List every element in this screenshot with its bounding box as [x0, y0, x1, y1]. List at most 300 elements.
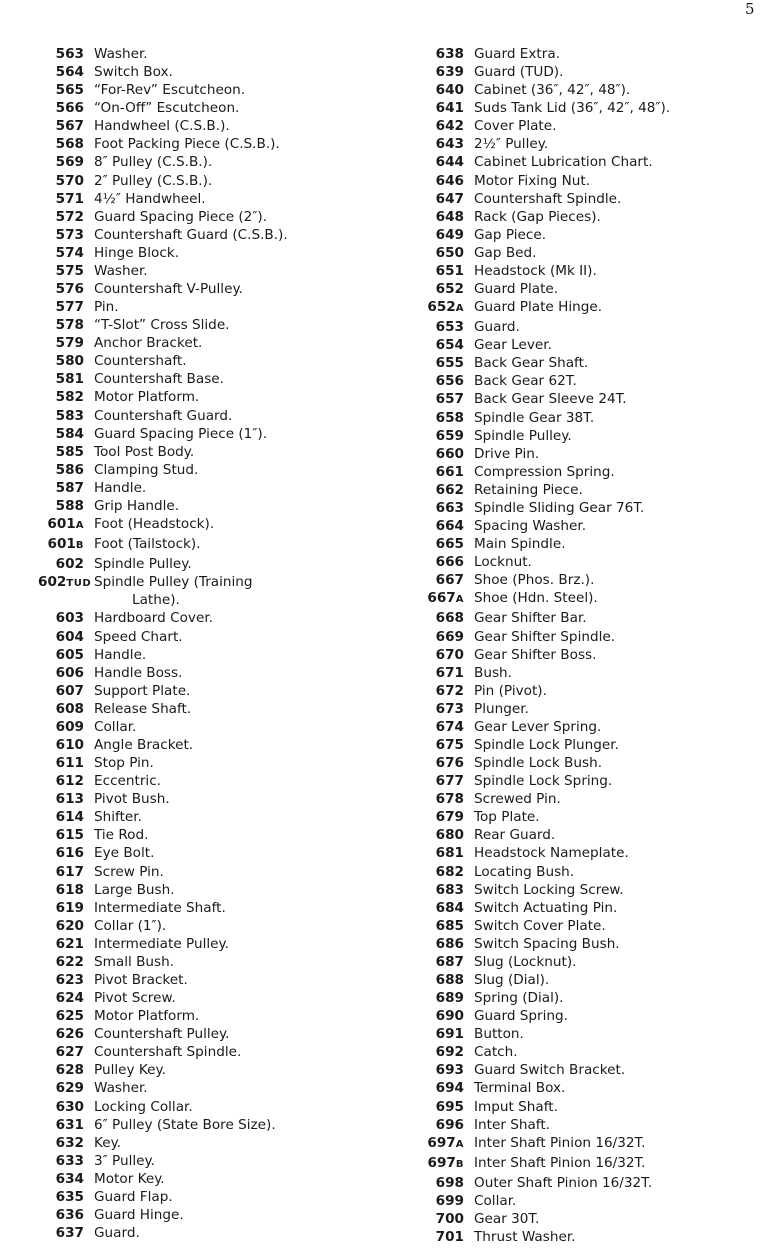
- part-description: [474, 646, 596, 664]
- part-number: [418, 844, 474, 862]
- part-number: [38, 1043, 94, 1061]
- part-description-text: Washer.: [94, 46, 148, 62]
- part-description-text: Switch Spacing Bush.: [474, 935, 620, 952]
- part-entry: [38, 99, 378, 117]
- part-number-value: 679: [435, 809, 464, 826]
- part-entry: [38, 1025, 378, 1043]
- part-entry: [418, 1043, 763, 1061]
- part-number-value: 565: [55, 82, 84, 99]
- part-description: [474, 971, 549, 989]
- part-number-value: 604: [55, 628, 84, 645]
- part-number: [418, 700, 474, 718]
- part-description-text: Key.: [94, 1134, 122, 1151]
- part-entry: [38, 899, 378, 917]
- part-number-suffix: A: [455, 594, 464, 606]
- part-number-value: 684: [435, 899, 464, 916]
- part-description-text: Clamping Stud.: [94, 461, 199, 478]
- part-number: [38, 298, 94, 316]
- part-description: [474, 427, 572, 445]
- part-description: [474, 1134, 646, 1152]
- part-number-value: 573: [55, 226, 84, 243]
- part-number: [418, 1192, 474, 1210]
- part-description-text: 3″ Pulley.: [94, 1152, 155, 1169]
- part-number-value: 699: [435, 1192, 464, 1209]
- part-entry: [38, 700, 378, 718]
- part-description: [474, 298, 602, 316]
- part-entry: [38, 736, 378, 754]
- part-description-text: Anchor Bracket.: [94, 335, 203, 352]
- part-description-text: Collar.: [94, 718, 137, 735]
- part-number: [418, 682, 474, 700]
- part-number: [418, 318, 474, 336]
- part-number: [38, 1152, 94, 1170]
- part-description-text: Inter Shaft Pinion 16/32T.: [474, 1134, 646, 1151]
- part-description: [474, 1174, 652, 1192]
- part-entry: [418, 989, 763, 1007]
- part-number-value: 695: [435, 1098, 464, 1115]
- part-entry: [38, 45, 378, 63]
- part-description-text: Countershaft Pulley.: [94, 1026, 230, 1043]
- part-entry: [418, 354, 763, 372]
- part-entry: [418, 390, 763, 408]
- part-description: [94, 772, 161, 790]
- part-number-value: 657: [435, 391, 464, 408]
- part-description-text: Spindle Lock Spring.: [474, 773, 613, 790]
- part-description: [474, 790, 561, 808]
- part-number-value: 614: [55, 809, 84, 826]
- part-entry: [418, 1079, 763, 1097]
- part-description: [94, 790, 170, 808]
- part-description-text: Handle.: [94, 479, 147, 496]
- part-number-value: 642: [435, 118, 464, 135]
- part-number: [418, 609, 474, 627]
- part-entry: [38, 935, 378, 953]
- part-description-text: Spindle Pulley (Training: [94, 574, 253, 591]
- part-number-value: 585: [55, 443, 84, 460]
- part-number-value: 667: [427, 590, 456, 607]
- part-number: [38, 863, 94, 881]
- part-description: [94, 628, 183, 646]
- part-description: [474, 190, 621, 208]
- part-number: [38, 664, 94, 682]
- part-description: [474, 1116, 550, 1134]
- part-description-text: Guard Spacing Piece (2″).: [94, 208, 268, 225]
- part-description: [94, 1116, 276, 1134]
- part-number-value: 582: [55, 389, 84, 406]
- part-entry: [38, 172, 378, 190]
- part-description: [474, 445, 539, 463]
- part-number: [38, 117, 94, 135]
- part-number-value: 583: [55, 407, 84, 424]
- part-description: [94, 646, 146, 664]
- part-entry: [38, 844, 378, 862]
- part-entry: [38, 953, 378, 971]
- part-description-text: Spindle Gear 38T.: [474, 409, 595, 426]
- part-number: [418, 1079, 474, 1097]
- part-description: [94, 1134, 121, 1152]
- part-number-value: 649: [435, 226, 464, 243]
- part-description-text: Cover Plate.: [474, 118, 557, 135]
- part-entry: [38, 407, 378, 425]
- part-description: [94, 1079, 148, 1097]
- part-number: [418, 1116, 474, 1134]
- part-number: [38, 1007, 94, 1025]
- part-description-text: Guard Hinge.: [94, 1207, 184, 1223]
- part-description: [94, 863, 164, 881]
- part-number: [38, 917, 94, 935]
- part-description: [94, 1098, 193, 1116]
- part-description: [474, 826, 555, 844]
- part-number: [38, 790, 94, 808]
- part-entry: [38, 790, 378, 808]
- part-number: [38, 81, 94, 99]
- part-number-value: 671: [435, 664, 464, 681]
- part-number-value: 569: [55, 154, 84, 171]
- part-number-value: 606: [55, 664, 84, 681]
- part-number-value: 654: [435, 337, 464, 354]
- part-entry: [38, 1152, 378, 1170]
- part-description-text: Eccentric.: [94, 773, 162, 790]
- part-description: [94, 573, 324, 609]
- part-number-value: 601: [47, 516, 76, 533]
- part-entry: [38, 628, 378, 646]
- part-entry: [38, 443, 378, 461]
- part-entry: [38, 917, 378, 935]
- part-number-value: 566: [55, 100, 84, 117]
- part-number-value: 680: [435, 827, 464, 844]
- part-description: [474, 682, 547, 700]
- part-description: [474, 463, 615, 481]
- part-description-text: Guard Plate Hinge.: [474, 299, 603, 316]
- part-description: [94, 1152, 155, 1170]
- part-entry: [418, 1007, 763, 1025]
- part-description-text: Speed Chart.: [94, 628, 183, 645]
- part-entry: [418, 609, 763, 627]
- part-description-text: Slug (Locknut).: [474, 953, 577, 970]
- part-number-value: 636: [55, 1207, 84, 1223]
- part-description: [474, 226, 546, 244]
- part-entry: [38, 646, 378, 664]
- part-number-value: 574: [55, 244, 84, 261]
- part-description-text: Spindle Lock Plunger.: [474, 736, 619, 753]
- part-number-value: 674: [435, 718, 464, 735]
- part-description-text: “T-Slot” Cross Slide.: [94, 317, 230, 334]
- part-number-value: 588: [55, 497, 84, 514]
- part-description-text: Spindle Sliding Gear 76T.: [474, 499, 645, 516]
- part-entry: [418, 262, 763, 280]
- part-description-continuation: Lathe).: [132, 592, 180, 609]
- part-number: [418, 790, 474, 808]
- part-number: [418, 863, 474, 881]
- part-entry: [38, 1188, 378, 1206]
- part-number-value: 638: [435, 46, 464, 62]
- part-entry: [38, 971, 378, 989]
- part-number-value: 644: [435, 154, 464, 171]
- part-entry: [418, 772, 763, 790]
- part-number-value: 701: [435, 1229, 464, 1246]
- part-number: [418, 1154, 474, 1174]
- part-description: [94, 881, 175, 899]
- part-number: [38, 881, 94, 899]
- part-description: [94, 989, 176, 1007]
- part-number: [38, 899, 94, 917]
- part-number: [38, 736, 94, 754]
- part-number: [418, 772, 474, 790]
- part-description: [474, 99, 670, 117]
- part-number: [38, 461, 94, 479]
- part-number: [38, 700, 94, 718]
- part-number: [38, 1134, 94, 1152]
- part-description: [94, 1061, 166, 1079]
- part-entry: [418, 700, 763, 718]
- part-number-value: 687: [435, 953, 464, 970]
- part-description-text: Guard (TUD).: [474, 64, 564, 81]
- part-description: [474, 81, 630, 99]
- part-entry: [38, 190, 378, 208]
- part-number: [38, 407, 94, 425]
- part-number-value: 664: [435, 518, 464, 535]
- part-number: [38, 352, 94, 370]
- part-number: [418, 244, 474, 262]
- part-description-text: Handwheel (C.S.B.).: [94, 118, 230, 135]
- part-description: [94, 99, 239, 117]
- part-description-text: Motor Platform.: [94, 1008, 200, 1025]
- part-description: [94, 1206, 184, 1224]
- part-entry: [38, 135, 378, 153]
- part-entry: [38, 1224, 378, 1242]
- part-number-value: 617: [55, 863, 84, 880]
- part-number: [418, 445, 474, 463]
- part-description: [94, 226, 288, 244]
- part-entry: [418, 1098, 763, 1116]
- part-number-value: 608: [55, 700, 84, 717]
- part-number-value: 675: [435, 736, 464, 753]
- part-number: [38, 99, 94, 117]
- part-description-text: Gear 30T.: [474, 1211, 540, 1227]
- part-number-value: 568: [55, 136, 84, 153]
- part-number-value: 658: [435, 409, 464, 426]
- part-entry: [418, 117, 763, 135]
- part-description: [94, 370, 224, 388]
- part-entry: [38, 262, 378, 280]
- part-description-text: Spacing Washer.: [474, 518, 587, 535]
- part-description-text: Switch Cover Plate.: [474, 917, 606, 934]
- part-number: [38, 208, 94, 226]
- part-description-text: 2″ Pulley (C.S.B.).: [94, 172, 213, 189]
- part-number: [38, 1188, 94, 1206]
- part-description-text: 4½″ Handwheel.: [94, 190, 206, 207]
- part-number: [38, 971, 94, 989]
- part-number: [418, 226, 474, 244]
- part-description: [94, 664, 182, 682]
- part-description: [94, 1043, 241, 1061]
- part-entry: [38, 1079, 378, 1097]
- part-entry: [418, 190, 763, 208]
- part-number-value: 613: [55, 791, 84, 808]
- part-description: [94, 208, 267, 226]
- part-entry: [418, 1174, 763, 1192]
- part-number: [418, 481, 474, 499]
- part-number-value: 578: [55, 317, 84, 334]
- part-description: [94, 971, 188, 989]
- part-description-text: “For-Rev” Escutcheon.: [94, 82, 246, 99]
- part-number: [38, 935, 94, 953]
- part-description-text: Handle Boss.: [94, 664, 183, 681]
- part-description-text: Stop Pin.: [94, 755, 154, 772]
- part-number-value: 656: [435, 373, 464, 390]
- part-entry: [418, 754, 763, 772]
- part-description-text: Release Shaft.: [94, 700, 192, 717]
- part-number: [418, 1025, 474, 1043]
- part-number: [418, 390, 474, 408]
- part-description-text: Bush.: [474, 664, 512, 681]
- part-description: [94, 899, 226, 917]
- part-description-text: Headstock (Mk II).: [474, 262, 597, 279]
- part-description-text: Washer.: [94, 1080, 148, 1097]
- part-description: [474, 372, 577, 390]
- part-description: [474, 499, 644, 517]
- part-description: [474, 336, 552, 354]
- part-entry: [418, 372, 763, 390]
- part-entry: [38, 280, 378, 298]
- part-entry: [38, 573, 378, 609]
- part-number: [418, 953, 474, 971]
- part-number-value: 698: [435, 1174, 464, 1191]
- part-number-value: 567: [55, 118, 84, 135]
- part-number: [38, 1206, 94, 1224]
- part-number: [418, 499, 474, 517]
- part-description: [474, 244, 536, 262]
- part-description: [474, 208, 601, 226]
- part-number: [38, 172, 94, 190]
- part-number: [38, 443, 94, 461]
- part-entry: [38, 682, 378, 700]
- part-description: [474, 318, 520, 336]
- part-number-value: 693: [435, 1062, 464, 1079]
- part-number: [418, 463, 474, 481]
- part-number-value: 632: [55, 1134, 84, 1151]
- part-number-value: 616: [55, 845, 84, 862]
- part-number-value: 603: [55, 610, 84, 627]
- part-entry: [38, 244, 378, 262]
- part-number: [38, 497, 94, 515]
- part-entry: [418, 553, 763, 571]
- part-description-text: Countershaft Guard.: [94, 407, 233, 424]
- part-entry: [38, 497, 378, 515]
- part-description-text: Spindle Pulley.: [474, 427, 572, 444]
- part-description: [474, 45, 560, 63]
- part-description: [94, 497, 179, 515]
- part-entry: [38, 352, 378, 370]
- part-number: [38, 808, 94, 826]
- part-entry: [418, 99, 763, 117]
- part-description: [474, 135, 548, 153]
- part-description-text: Cabinet (36″, 42″, 48″).: [474, 82, 631, 99]
- part-entry: [418, 571, 763, 589]
- part-description-text: Pin (Pivot).: [474, 682, 547, 699]
- part-number: [418, 190, 474, 208]
- part-description-text: Rack (Gap Pieces).: [474, 208, 601, 225]
- part-number: [418, 427, 474, 445]
- part-entry: [38, 664, 378, 682]
- part-number: [418, 989, 474, 1007]
- part-entry: [38, 881, 378, 899]
- part-number-value: 619: [55, 899, 84, 916]
- part-description: [474, 1192, 516, 1210]
- part-entry: [38, 298, 378, 316]
- part-number-value: 611: [55, 755, 84, 772]
- part-description-text: Motor Platform.: [94, 389, 200, 406]
- part-description-text: Motor Key.: [94, 1170, 165, 1187]
- part-description-text: Catch.: [474, 1044, 518, 1061]
- part-description-text: Shoe (Hdn. Steel).: [474, 590, 598, 607]
- part-number: [38, 479, 94, 497]
- part-number-value: 575: [55, 262, 84, 279]
- part-description-text: Back Gear 62T.: [474, 373, 577, 390]
- part-number: [418, 262, 474, 280]
- part-description-text: Thrust Washer.: [474, 1229, 576, 1246]
- part-description: [94, 334, 202, 352]
- part-number: [418, 1228, 474, 1246]
- part-description: [94, 1007, 199, 1025]
- part-description: [474, 700, 529, 718]
- part-number-value: 586: [55, 461, 84, 478]
- part-entry: [418, 935, 763, 953]
- part-number-suffix: A: [455, 1138, 464, 1150]
- part-description: [94, 754, 154, 772]
- part-entry: [38, 388, 378, 406]
- part-description-text: Grip Handle.: [94, 497, 180, 514]
- part-number-value: 683: [435, 881, 464, 898]
- part-description-text: Guard Flap.: [94, 1188, 173, 1205]
- part-description-text: Outer Shaft Pinion 16/32T.: [474, 1174, 653, 1191]
- part-number: [418, 372, 474, 390]
- part-number-value: 563: [55, 46, 84, 62]
- part-description: [94, 535, 201, 553]
- part-number-value: 607: [55, 682, 84, 699]
- part-number: [418, 1098, 474, 1116]
- part-description: [474, 863, 574, 881]
- part-number-suffix: TUD: [66, 578, 92, 590]
- part-number: [38, 989, 94, 1007]
- part-description-text: Guard.: [94, 1225, 140, 1242]
- part-description-text: Countershaft Base.: [94, 371, 224, 388]
- part-number-value: 637: [55, 1225, 84, 1242]
- part-number: [38, 63, 94, 81]
- part-number: [38, 45, 94, 63]
- part-description: [474, 409, 594, 427]
- part-number-value: 651: [435, 262, 464, 279]
- part-number: [418, 571, 474, 589]
- part-entry: [418, 736, 763, 754]
- part-description-text: Headstock Nameplate.: [474, 845, 629, 862]
- part-number-value: 660: [435, 445, 464, 462]
- part-description: [94, 1170, 165, 1188]
- part-description: [474, 535, 566, 553]
- part-entry: [38, 772, 378, 790]
- part-description: [94, 682, 190, 700]
- part-entry: [418, 1228, 763, 1246]
- part-description: [474, 1043, 518, 1061]
- part-description: [474, 1154, 646, 1172]
- part-description: [474, 808, 540, 826]
- part-description-text: Pulley Key.: [94, 1062, 166, 1079]
- part-description: [94, 135, 280, 153]
- part-number-value: 647: [435, 190, 464, 207]
- part-description: [94, 917, 166, 935]
- part-description: [94, 443, 194, 461]
- part-description-text: Back Gear Shaft.: [474, 355, 589, 372]
